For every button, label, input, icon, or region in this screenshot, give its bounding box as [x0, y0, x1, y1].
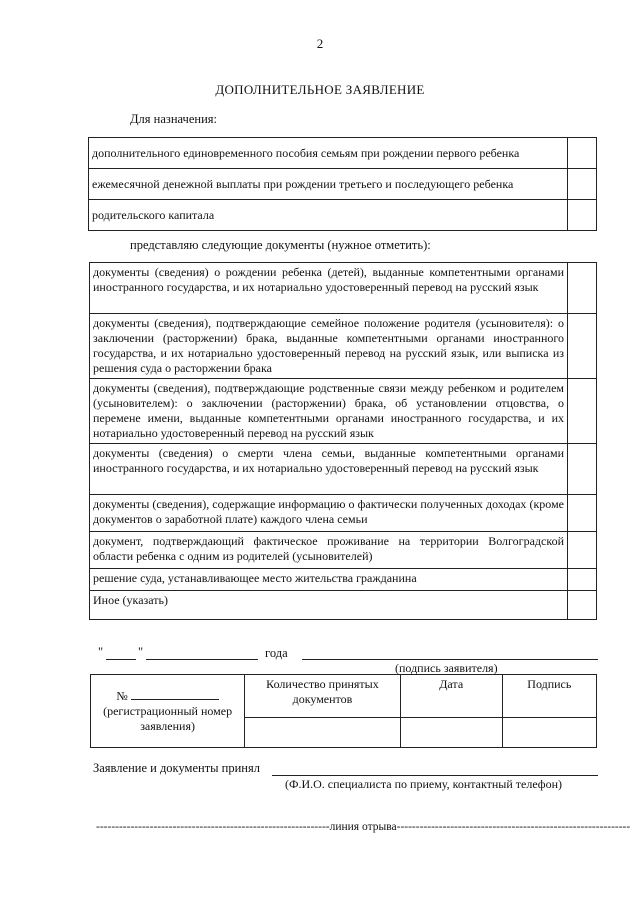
document-row [90, 444, 597, 495]
signature-field[interactable] [502, 717, 596, 747]
date-quote-open: " [98, 645, 104, 659]
tear-line-label: линия отрыва [329, 821, 397, 833]
document-checkbox[interactable] [568, 569, 597, 591]
registration-number-cell [91, 675, 245, 748]
document-text: документы (сведения), подтверждающие семейное положение родителя (усыновителя): о заключении (расторжении) брака, выданные компетентными органами иностранного государства, и их нотариально удостоверенный перевод на русский язык, или выписка из решения суда о расторжении брака [90, 314, 568, 379]
document-text: документы (сведения) о смерти члена семьи, выданные компетентными органами иностранного государства, и их нотариально удостоверенный перевод на русский язык [90, 444, 568, 495]
purpose-text: ежемесячной денежной выплаты при рождении третьего и последующего ребенка [89, 169, 568, 200]
document-text: документы (сведения), содержащие информацию о фактически полученных доходах (кроме документов о заработной плате) каждого члена семьи [90, 495, 568, 532]
page-number: 2 [316, 36, 324, 51]
specialist-field[interactable] [272, 775, 598, 776]
date-field[interactable] [400, 717, 502, 747]
accepted-count-header: Количество принятых документов [245, 675, 401, 718]
registration-table [90, 674, 597, 748]
date-quote-close: " [138, 645, 144, 659]
documents-table [89, 262, 597, 620]
number-sign: № [116, 689, 128, 703]
document-row [90, 569, 597, 591]
purpose-label: Для назначения: [130, 112, 217, 126]
document-row [90, 314, 597, 379]
document-row [90, 591, 597, 620]
purpose-text: дополнительного единовременного пособия семьям при рождении первого ребенка [89, 138, 568, 169]
tear-line-dashes-right: ------------------------------------------------------------- [396, 821, 631, 833]
document-checkbox[interactable] [568, 495, 597, 532]
registration-number-line [94, 688, 241, 704]
document-text: Иное (указать) [90, 591, 568, 620]
registration-number-caption: (регистрационный номер заявления) [103, 704, 233, 733]
purpose-row [89, 138, 597, 169]
date-day-field[interactable] [106, 659, 136, 660]
purpose-row [89, 200, 597, 231]
document-text: решение суда, устанавливающее место жительства гражданина [90, 569, 568, 591]
purpose-row [89, 169, 597, 200]
document-row [90, 495, 597, 532]
date-month-field[interactable] [146, 659, 258, 660]
tear-line-dashes-left: ------------------------------------------------------------- [96, 821, 330, 833]
document-text: документ, подтверждающий фактическое проживание на территории Волгоградской области ребенка с одним из родителей (усыновителей) [90, 532, 568, 569]
registration-number-field[interactable] [131, 688, 219, 700]
purpose-table [88, 137, 597, 231]
purpose-checkbox[interactable] [568, 200, 597, 231]
document-checkbox[interactable] [568, 444, 597, 495]
specialist-caption: (Ф.И.О. специалиста по приему, контактный телефон) [285, 777, 563, 791]
signature-header: Подпись [502, 675, 596, 718]
accepted-count-field[interactable] [245, 717, 401, 747]
document-text: документы (сведения), подтверждающие родственные связи между ребенком и родителем (усыновителем): о заключении (расторжении) брака, об установлении отцовства, о перемене имени, выданные компетентными органами иностранного государства, и их нотариально удостоверенный перевод на русский язык [90, 379, 568, 444]
page-title: ДОПОЛНИТЕЛЬНОЕ ЗАЯВЛЕНИЕ [215, 82, 425, 97]
tear-line [96, 821, 631, 833]
document-checkbox[interactable] [568, 314, 597, 379]
documents-label: представляю следующие документы (нужное отметить): [130, 238, 431, 252]
document-row [90, 263, 597, 314]
document-checkbox[interactable] [568, 532, 597, 569]
accepted-label: Заявление и документы принял [93, 761, 260, 775]
signature-caption: (подпись заявителя) [395, 661, 498, 675]
purpose-text: родительского капитала [89, 200, 568, 231]
applicant-signature-field[interactable] [302, 659, 598, 660]
purpose-checkbox[interactable] [568, 169, 597, 200]
purpose-checkbox[interactable] [568, 138, 597, 169]
document-checkbox[interactable] [568, 591, 597, 620]
document-row [90, 379, 597, 444]
year-label: года [265, 646, 288, 660]
date-header: Дата [400, 675, 502, 718]
document-checkbox[interactable] [568, 263, 597, 314]
document-row [90, 532, 597, 569]
document-text: документы (сведения) о рождении ребенка (детей), выданные компетентными органами иностранного государства, и их нотариально удостоверенный перевод на русский язык [90, 263, 568, 314]
document-checkbox[interactable] [568, 379, 597, 444]
